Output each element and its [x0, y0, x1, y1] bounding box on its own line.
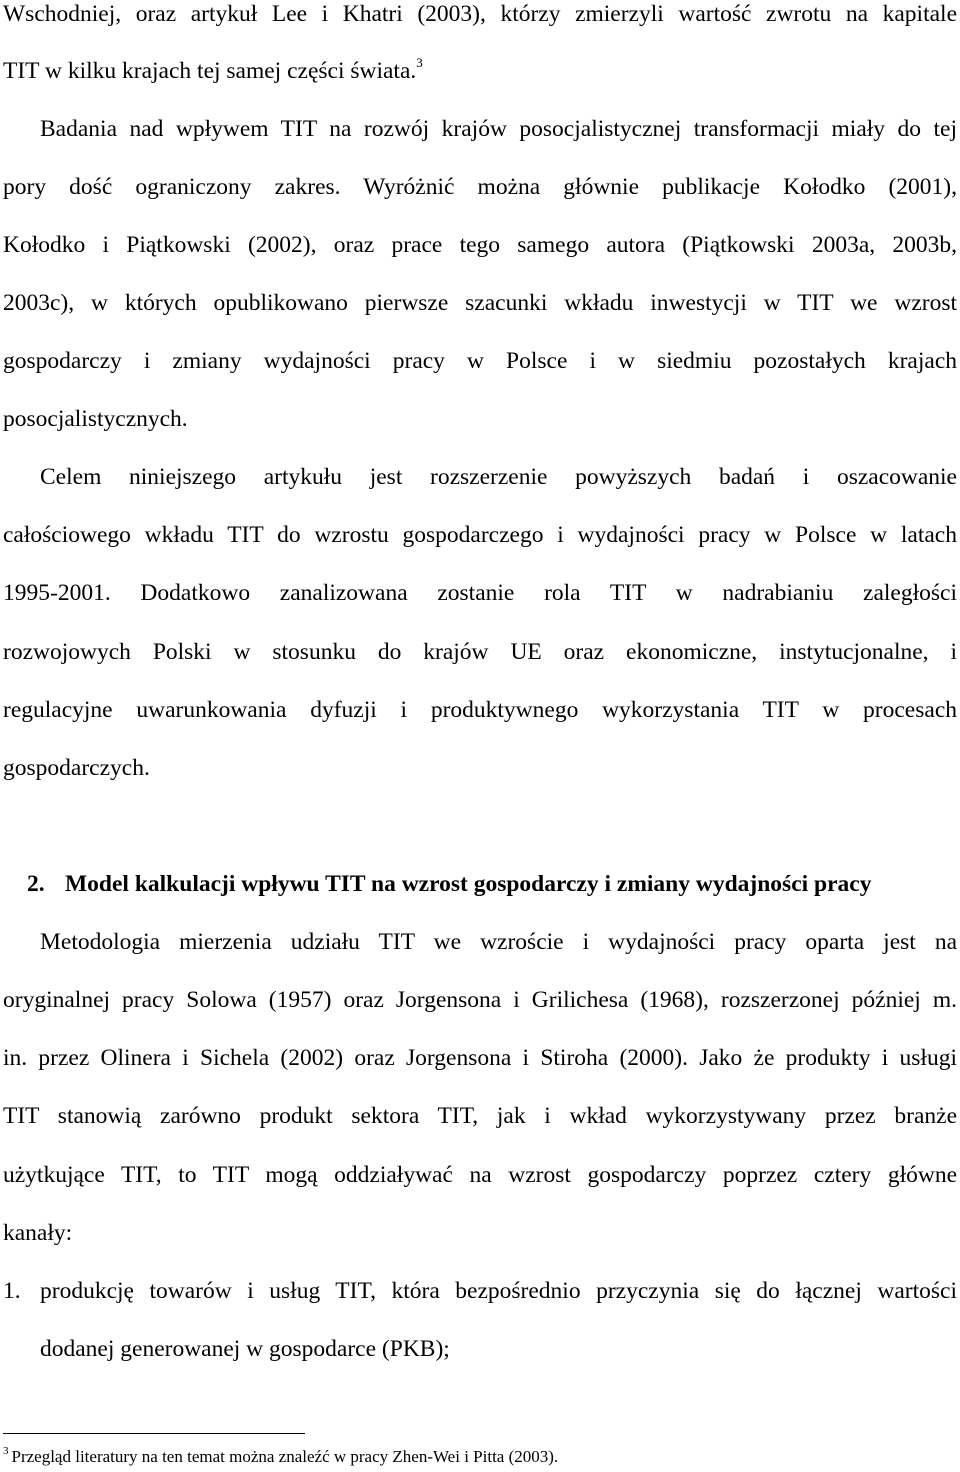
list-item-number: 1.	[3, 1278, 21, 1304]
section-heading	[27, 870, 960, 898]
text-line: oryginalnej pracy Solowa (1957) oraz Jorgensona i Grilichesa (1968), rozszerzonej później m.	[3, 987, 957, 1013]
section-title: Model kalkulacji wpływu TIT na wzrost gospodarczy i zmiany wydajności pracy	[65, 871, 872, 897]
footnote-text: Przegląd literatury na ten temat można znaleźć w pracy Zhen-Wei i Pitta (2003).	[11, 1447, 559, 1466]
text-line: rozwojowych Polski w stosunku do krajów UE oraz ekonomiczne, instytucjonalne, i	[3, 639, 957, 665]
text-line: Celem niniejszego artykułu jest rozszerzenie powyższych badań i oszacowanie	[40, 464, 957, 490]
text-line	[3, 57, 957, 85]
text-line: 1995-2001. Dodatkowo zanalizowana zostanie rola TIT w nadrabianiu zaległości	[3, 580, 957, 606]
text-line: posocjalistycznych.	[3, 406, 188, 432]
list-item: dodanej generowanej w gospodarce (PKB);	[40, 1336, 450, 1362]
text-line: kanały:	[3, 1220, 73, 1246]
text-line: Badania nad wpływem TIT na rozwój krajów posocjalistycznej transformacji miały do tej	[40, 116, 957, 142]
text-line: Kołodko i Piątkowski (2002), oraz prace tego samego autora (Piątkowski 2003a, 2003b,	[3, 232, 957, 258]
text-line: gospodarczy i zmiany wydajności pracy w Polsce i w siedmiu pozostałych krajach	[3, 348, 957, 374]
text-line: gospodarczych.	[3, 755, 150, 781]
text-line: 2003c), w których opublikowano pierwsze szacunki wkładu inwestycji w TIT we wzrost	[3, 290, 957, 316]
section-number: 2.	[27, 871, 45, 897]
list-item: produkcję towarów i usług TIT, która bezpośrednio przyczynia się do łącznej wartości	[40, 1278, 957, 1304]
text-line: pory dość ograniczony zakres. Wyróżnić można głównie publikacje Kołodko (2001),	[3, 174, 957, 200]
text-line: Metodologia mierzenia udziału TIT we wzroście i wydajności pracy oparta jest na	[40, 929, 957, 955]
text-line: całościowego wkładu TIT do wzrostu gospodarczego i wydajności pracy w Polsce w latach	[3, 522, 957, 548]
footnote-reference: 3	[416, 55, 423, 70]
footnote-divider	[3, 1433, 305, 1434]
footnote-marker: 3	[3, 1445, 9, 1457]
text-line: użytkujące TIT, to TIT mogą oddziaływać na wzrost gospodarczy poprzez cztery główne	[3, 1162, 957, 1188]
text-line: regulacyjne uwarunkowania dyfuzji i produktywnego wykorzystania TIT w procesach	[3, 697, 957, 723]
text-line: TIT stanowią zarówno produkt sektora TIT, jak i wkład wykorzystywany przez branże	[3, 1103, 957, 1129]
text-line: Wschodniej, oraz artykuł Lee i Khatri (2003), którzy zmierzyli wartość zwrotu na kapitale	[3, 1, 957, 27]
text-fragment: TIT w kilku krajach tej samej części świata.	[3, 58, 417, 84]
footnote	[3, 1446, 558, 1468]
text-line: in. przez Olinera i Sichela (2002) oraz Jorgensona i Stiroha (2000). Jako że produkty i usługi	[3, 1045, 957, 1071]
